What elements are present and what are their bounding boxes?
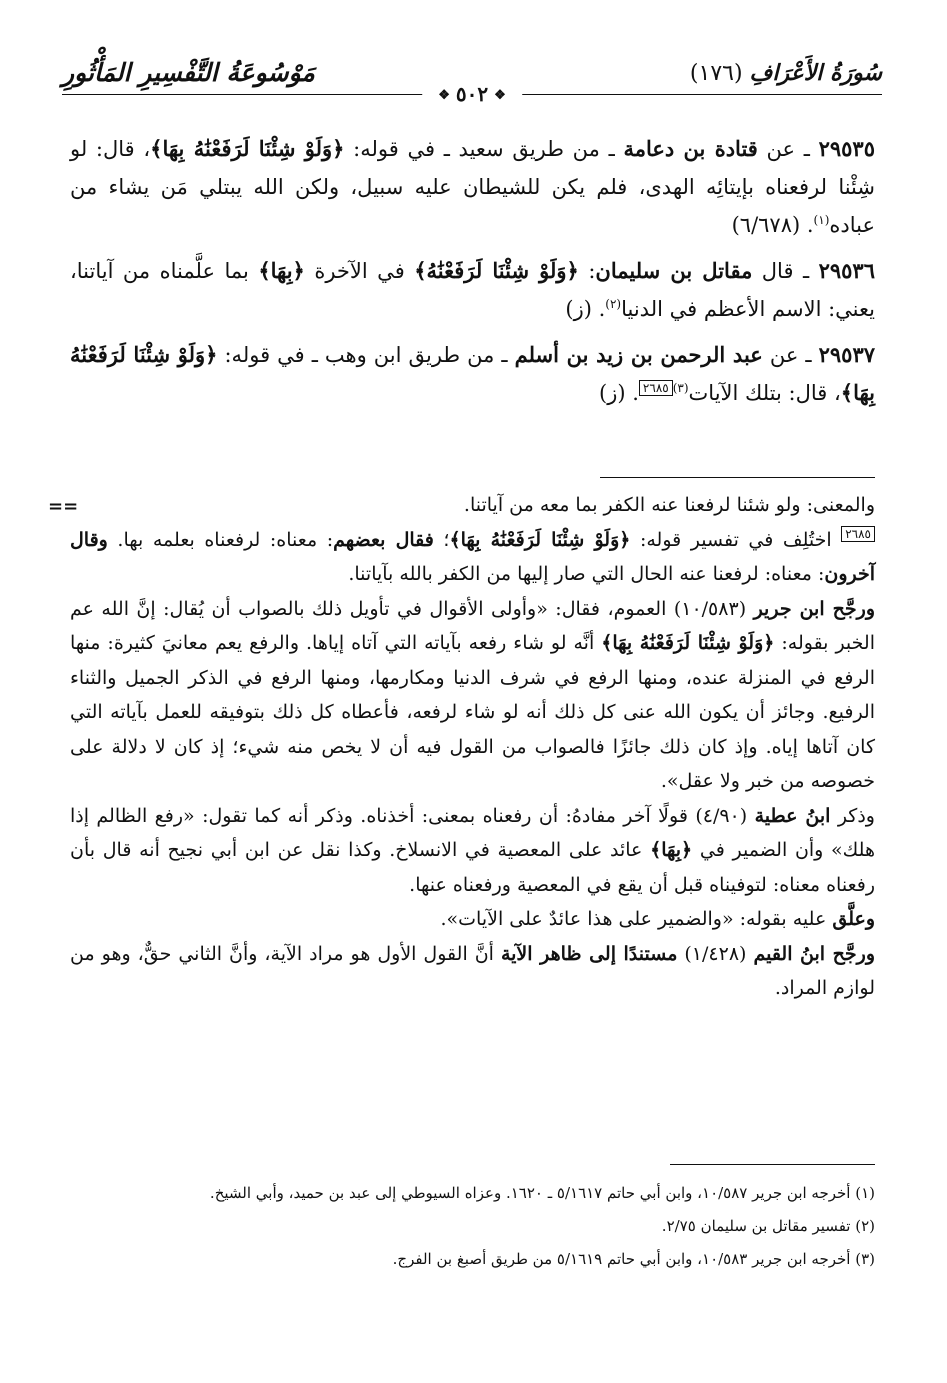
text-run: عائد على المعصية في الانسلاخ. وكذا نقل عن ابن أبي نجيح أنه قال بأن رفعناه معناه: لتوفيناه قبل أن يقع في المعصية ورفعناه عنها. [70,839,875,896]
quran-quote: ﴿بِهَا﴾ [650,839,693,861]
text-run: (٤/٩٠) قولًا آخر مفادهُ: أن رفعناه بمعنى: أخذناه. وذكر أنه كما تقول: «رفع الظالم إذا هلك» وأن الضمير في [70,804,875,861]
footnote: (٣) أخرجه ابن جرير ١٠/٥٨٣، وابن أبي حاتم ٥/١٦١٩ من طريق أصبغ بن الفرج. [392,1250,875,1268]
page-header [62,58,882,114]
bold-phrase: وعلَّق [832,908,875,930]
commentary-paragraph [70,937,875,1006]
commentary-paragraph [70,488,875,523]
narrations [70,130,875,420]
quran-quote: ﴿وَلَوْ شِئْنَا لَرَفَعْنَٰهُ بِهَا﴾ [150,136,345,161]
quran-quote: ﴿وَلَوْ شِئْنَا لَرَفَعْنَٰهُ﴾ [414,258,579,283]
ornament-icon: ❖ [494,88,506,103]
text-run: . (ز) [599,381,639,405]
surah-name: سُورَةُ الأَعْرَافِ [749,60,882,86]
bold-phrase: مستندًا إلى ظاهر الآية [500,942,678,965]
text-run: ، قال: بتلك الآيات [688,381,841,405]
commentary-paragraph [70,902,875,937]
commentary-paragraph [70,523,875,592]
commentary-paragraph [70,799,875,903]
text-run: (١/٤٢٨) [677,942,754,965]
narrator-name: مقاتل بن سليمان [595,258,753,283]
text-run: ـ من طريق سعيد ـ في قوله: [344,137,624,161]
narration-number: ٢٩٥٣٧ [818,342,876,367]
narration-entry [70,130,875,244]
footnote: (٢) تفسير مقاتل بن سليمان ٢/٧٥. [661,1217,875,1235]
footnote-ref[interactable]: (٢) [605,297,622,311]
text-run: أنَّ القول الأول هو مراد الآية، وأنَّ الثاني حقٌّ، وهو من لوازم المراد. [70,942,875,999]
text-run: وذكر [830,804,875,827]
commentary-ref-box[interactable]: ٢٦٨٥ [639,380,673,396]
narration-number: ٢٩٥٣٥ [818,136,875,161]
text-run: (١٠/٥٨٣) العموم، فقال: «وأولى الأقوال في تأويل ذلك بالصواب أن يُقال: إنَّ الله عم الخبر بقوله: [70,597,875,654]
commentary-paragraph [70,592,875,799]
surah-header [690,60,882,86]
text-run: . (٦/٦٧٨) [731,213,814,237]
text-run: . (ز) [565,297,606,321]
bold-phrase: ورجَّح ابن جرير [753,597,876,620]
text-run: في الآخرة [304,259,415,283]
text-run: ؛ [433,528,450,551]
text-run: : [578,259,596,283]
text-run: والمعنى: ولو شئنا لرفعنا عنه الكفر بما معه من آياتنا. [463,494,875,516]
narrator-name: قتادة بن دعامة [623,136,758,161]
narration-entry [70,336,875,412]
narration-entry [70,252,875,328]
text-run: ـ عن [757,137,819,161]
page-number: ٥٠٢ [455,82,489,106]
page-number-block [422,82,522,106]
quran-quote: ﴿وَلَوْ شِئْنَا لَرَفَعْنَٰهُ بِهَا﴾ [449,528,631,551]
verse-number: (١٧٦) [689,61,743,86]
footnote: (١) أخرجه ابن جرير ١٠/٥٨٧، وابن أبي حاتم ٥/١٦١٧ ـ ١٦٢٠. وعزاه السيوطي إلى عبد بن حميد، وأبي الشيخ. [209,1184,875,1202]
quran-quote: ﴿وَلَوْ شِئْنَا لَرَفَعْنَٰهُ بِهَا﴾ [70,342,875,405]
book-title: مَوْسُوعَةُ التَّفْسِيرِ المَأْثُورِ [62,58,315,87]
continuation-mark: == [48,496,79,517]
footnote-rule [670,1164,875,1165]
bold-phrase: ابنُ عطية [754,804,831,827]
text-run: اختُلِف في تفسير قوله: [630,528,842,551]
bold-phrase: ورجَّح ابنُ القيم [753,942,876,965]
commentary-section [70,488,875,1006]
text-run: عليه بقوله: «والضمير على هذا عائدٌ على الآيات». [440,908,833,930]
footnote-ref[interactable]: (٣) [672,381,689,395]
bold-phrase: فقال بعضهم [333,528,434,551]
text-run: ، قال: لو شِئْنا لرفعناه بإيتائِه الهدى، فلم يكن للشيطان عليه سبيل، ولكن الله يبتلي مَن يشاء من عباده [70,137,875,237]
text-run: بما علَّمناه من آياتنا، يعني: الاسم الأعظم في الدنيا [70,259,875,321]
narration-number: ٢٩٥٣٦ [818,258,875,283]
ornament-icon: ❖ [438,88,450,103]
text-run: ـ عن [762,343,819,367]
commentary-number-box: ٢٦٨٥ [841,526,875,542]
bold-phrase: وقال آخرون [70,528,875,585]
quran-quote: ﴿بِهَا﴾ [258,258,305,283]
text-run: ـ قال [752,259,819,283]
text-run: : معناه: لرفعنا عنه الحال التي صار إليها من الكفر بالله بآياتنا. [348,563,825,585]
text-run: ـ من طريق ابن وهب ـ في قوله: [217,343,515,367]
footnotes [70,1180,875,1279]
text-run: أنَّه لو شاء رفعه بآياته التي آتاه إياها. والرفع يعم معانيَ كثيرة: منها الرفع في المنزلة عنده، ومنها الرفع في شرف الدنيا ومكارمها، ومنها الرفع في الذكر الجميل والثناء الرفيع. وجائز أن يكون الله عنى كل ذلك أنه لو شاء لرفعه، فأعطاه كل ذلك بتوفيقه للعمل بآياته التي كان آتاها إياه. وإذ كان ذلك جائزًا فالصواب من القول فيه أن لا يخص منه شيء؛ إذ كان لا دلالة على خصوصه من خبر ولا عقل». [70,632,875,792]
section-divider [600,477,875,478]
text-run: : معناه: لرفعناه بعلمه بها. [107,528,334,551]
footnote-ref[interactable]: (١) [813,213,830,227]
quran-quote: ﴿وَلَوْ شِئْنَا لَرَفَعْنَٰهُ بِهَا﴾ [601,632,775,654]
narrator-name: عبد الرحمن بن زيد بن أسلم [514,342,763,367]
